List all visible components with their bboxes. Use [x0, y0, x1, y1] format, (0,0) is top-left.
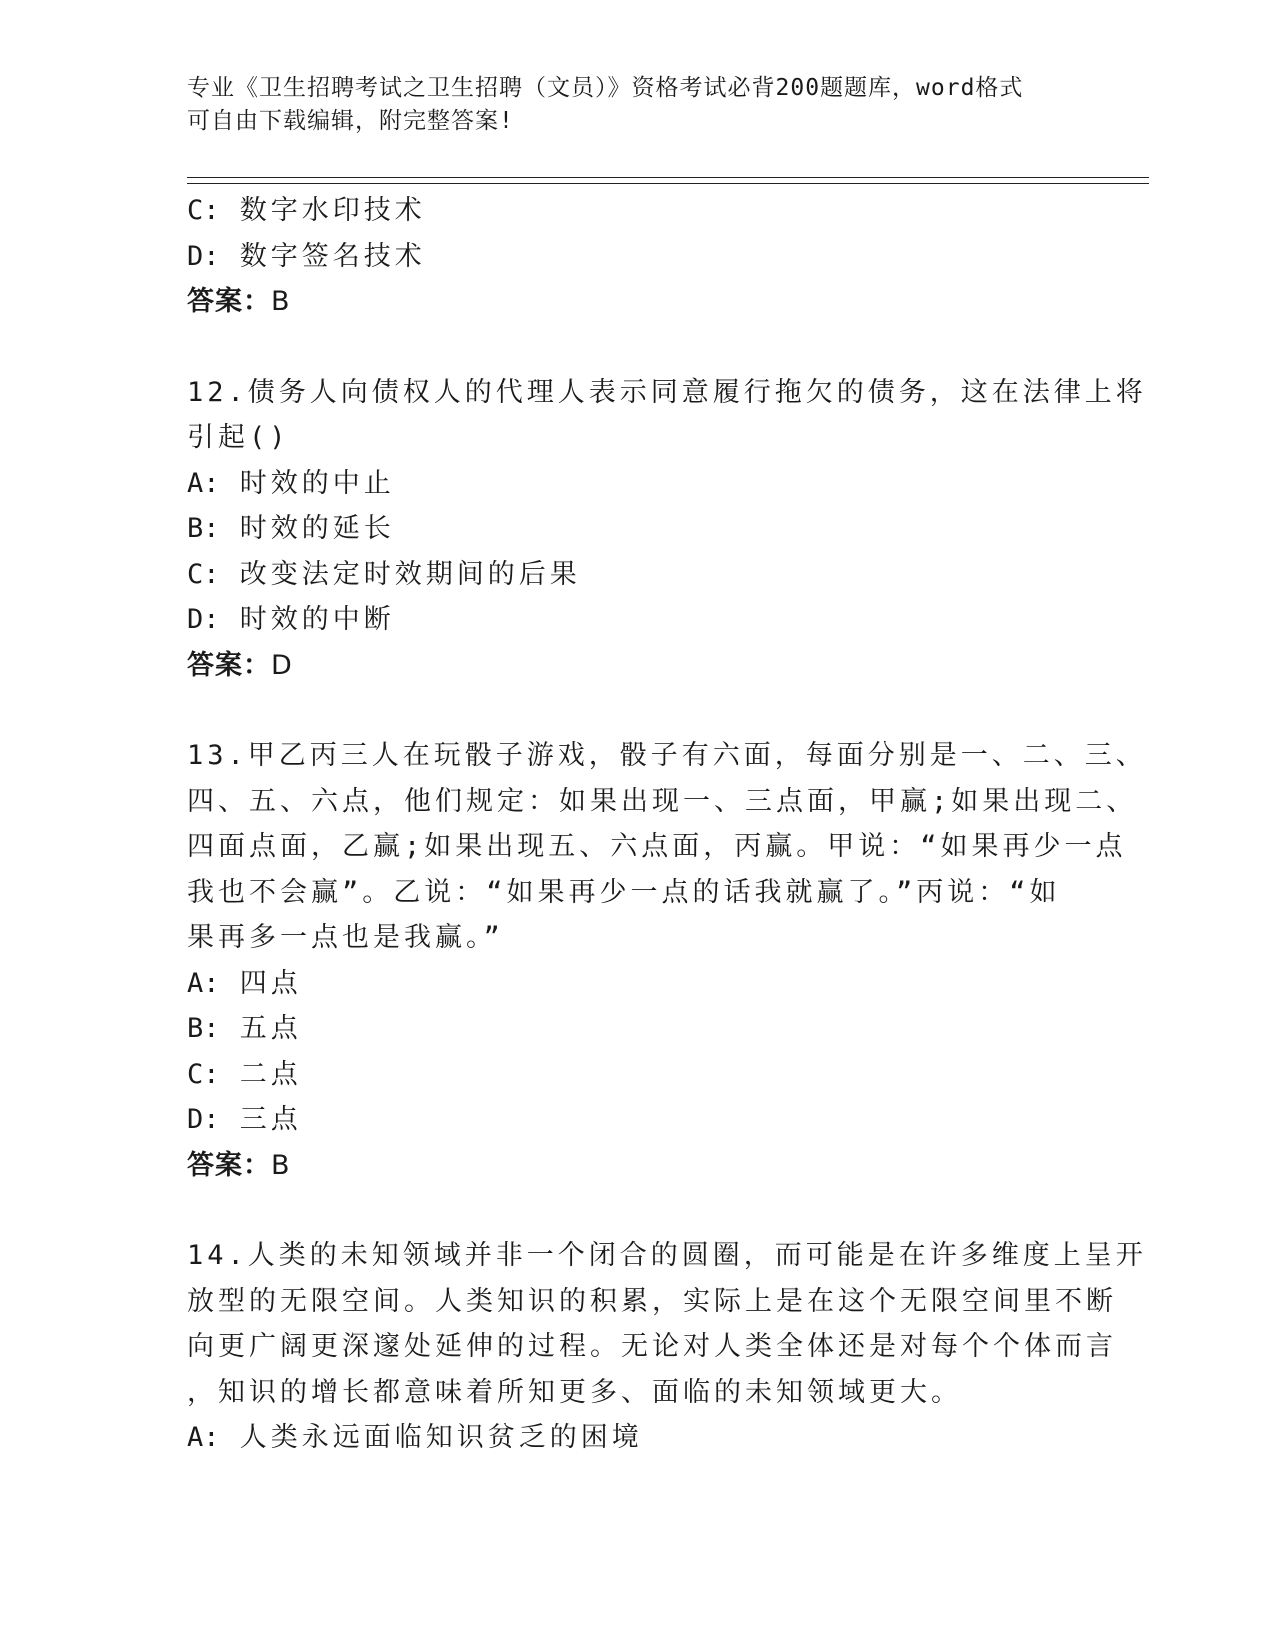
question-stem-line: 引起() — [187, 422, 290, 453]
option-text: 四点 — [239, 967, 302, 999]
question-stem-line: 14.人类的未知领域并非一个闭合的圆圈，而可能是在许多维度上呈开 — [187, 1240, 1147, 1271]
answer-line — [187, 279, 1087, 325]
option-d — [187, 234, 1087, 280]
answer-value: D — [271, 649, 294, 681]
question-stem-line: 放型的无限空间。人类知识的积累，实际上是在这个无限空间里不断 — [187, 1285, 1117, 1317]
option-text: 五点 — [239, 1013, 302, 1044]
document-header — [187, 72, 1067, 138]
option-a — [187, 461, 1087, 507]
option-c — [187, 188, 1087, 234]
option-text: 三点 — [239, 1104, 302, 1135]
answer-label: 答案： — [187, 649, 271, 681]
option-letter: A: — [187, 467, 220, 499]
option-text: 数字签名技术 — [239, 240, 426, 272]
option-text: 时效的中断 — [239, 604, 395, 635]
option-text: 人类永远面临知识贫乏的困境 — [239, 1422, 643, 1453]
answer-label: 答案： — [187, 286, 271, 317]
question-stem-line: 13.甲乙丙三人在玩骰子游戏，骰子有六面，每面分别是一、二、三、 — [187, 740, 1147, 771]
answer-line — [187, 643, 1087, 689]
option-letter: C: — [187, 195, 220, 226]
question-block-13 — [187, 733, 1147, 1188]
option-text: 二点 — [239, 1058, 302, 1090]
option-letter: C: — [187, 1058, 220, 1090]
header-title-line-1: 专业《卫生招聘考试之卫生招聘（文员）》资格考试必背200题题库，word格式 — [187, 75, 1024, 101]
question-stem-line: 12.债务人向债权人的代理人表示同意履行拖欠的债务，这在法律上将 — [187, 376, 1147, 408]
question-list — [187, 188, 1147, 1461]
option-letter: A: — [187, 967, 220, 999]
option-d — [187, 597, 1087, 643]
answer-label: 答案： — [187, 1149, 271, 1181]
option-c — [187, 1052, 1087, 1098]
option-letter: B: — [187, 513, 220, 544]
option-text: 时效的延长 — [239, 513, 395, 544]
option-letter: B: — [187, 1013, 220, 1044]
question-stem-line: 向更广阔更深邃处延伸的过程。无论对人类全体还是对每个个体而言 — [187, 1331, 1117, 1362]
option-a — [187, 1415, 1087, 1461]
question-stem-line: 果再多一点也是我赢。” — [187, 922, 504, 953]
option-b — [187, 506, 1087, 552]
option-d — [187, 1097, 1087, 1143]
header-divider-top — [187, 177, 1149, 178]
option-letter: D: — [187, 604, 220, 635]
question-stem-line: 我也不会赢”。乙说：“如果再少一点的话我就赢了。”丙说：“如 — [187, 876, 1061, 908]
option-letter: D: — [187, 1104, 220, 1135]
question-stem-line: 四面点面，乙赢;如果出现五、六点面，丙赢。甲说：“如果再少一点 — [187, 831, 1127, 862]
option-letter: D: — [187, 240, 220, 272]
option-text: 时效的中止 — [239, 467, 395, 499]
answer-value: B — [271, 286, 292, 317]
option-a — [187, 961, 1087, 1007]
question-block-12 — [187, 370, 1147, 689]
question-block-prev — [187, 188, 1087, 325]
question-stem-line: ，知识的增长都意味着所知更多、面临的未知领域更大。 — [187, 1376, 962, 1408]
option-c — [187, 552, 1087, 598]
option-text: 改变法定时效期间的后果 — [239, 558, 581, 590]
option-b — [187, 1006, 1087, 1052]
option-text: 数字水印技术 — [239, 195, 426, 226]
header-divider-bottom — [187, 183, 1149, 184]
option-letter: A: — [187, 1422, 220, 1453]
question-block-14 — [187, 1233, 1147, 1461]
answer-value: B — [271, 1149, 292, 1181]
header-title-line-2: 可自由下载编辑，附完整答案! — [187, 108, 514, 134]
question-stem-line: 四、五、六点，他们规定：如果出现一、三点面，甲赢;如果出现二、 — [187, 785, 1138, 817]
answer-line — [187, 1143, 1087, 1189]
option-letter: C: — [187, 558, 220, 590]
